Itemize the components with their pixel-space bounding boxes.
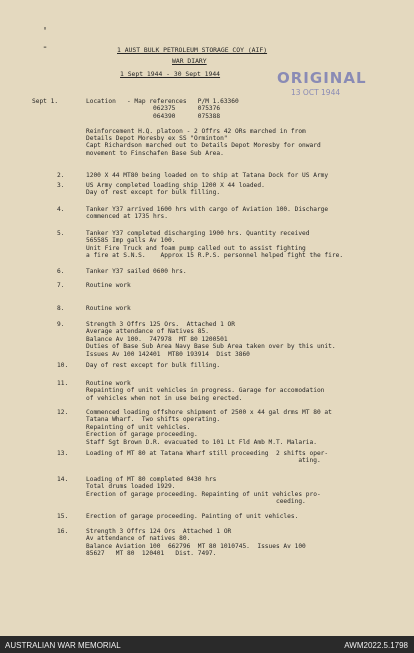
diary-period: 1 Sept 1944 - 30 Sept 1944 — [120, 70, 221, 78]
entry-text-line: Commenced loading offshore shipment of 2500 x 44 gal drms MT 80 at — [86, 409, 332, 416]
entry-text-line: Staff Sgt Brown D.R. evacuated to 101 Lt Fld Amb M.T. Malaria. — [86, 438, 317, 446]
entry-text-line: Repainting of unit vehicles. — [86, 423, 191, 431]
entry-text-line: Average attendance of Natives 85. — [86, 328, 209, 336]
entry-text-line: Total drums loaded 1929. — [86, 483, 176, 491]
entry-text-line: Unit Fire Truck and foam pump called out to assist fighting — [86, 244, 306, 252]
entry-text-line: Tanker Y37 completed discharging 1900 hrs. Quantity received — [86, 230, 310, 237]
entry-date: 3. — [57, 182, 65, 189]
entry-date: 14. — [57, 476, 69, 483]
entry-text-line: Day of rest except for bulk filling. — [86, 362, 221, 369]
entry-date: 8. — [57, 305, 65, 312]
entry-text-line: commenced at 1735 hrs. — [86, 213, 168, 221]
entry-text-line: US Army completed loading ship 1200 X 44 loaded. — [86, 182, 265, 189]
entry-date: 6. — [57, 268, 65, 275]
entry-text-line: 064390 075388 — [86, 112, 221, 120]
entry-text-line: Balance Av 100. 747978 MT 80 1200501 — [86, 335, 228, 343]
entry-text-line: 062375 075376 — [86, 105, 221, 113]
entry-text-line: of vehicles when not in use being erected. — [86, 394, 243, 402]
entry-text-line: Loading of MT 80 at Tatana Wharf still proceeding 2 shifts oper- — [86, 450, 329, 457]
entry-text-line: Av attendance of natives 80. — [86, 535, 191, 543]
entry-text-line: Erection of garage proceeding. Repainting of unit vehicles pro- — [86, 490, 321, 498]
entry-text-line: Tanker Y37 arrived 1600 hrs with cargo of Aviation 100. Discharge — [86, 206, 329, 213]
entry-date: 10. — [57, 362, 69, 369]
ink-dash: - — [42, 42, 49, 53]
entry-text-line: Tanker Y37 sailed 0600 hrs. — [86, 268, 187, 275]
entry-date: 9. — [57, 321, 65, 328]
archive-name: AUSTRALIAN WAR MEMORIAL — [5, 641, 121, 650]
entry-date: Sept 1. — [32, 98, 59, 105]
unit-heading: 1 AUST BULK PETROLEUM STORAGE COY (AIF) — [117, 46, 268, 54]
entry-text-line: Routine work — [86, 282, 131, 289]
entry-text-line: movement to Finschafen Base Sub Area. — [86, 149, 224, 157]
entry-date: 4. — [57, 206, 65, 213]
entry-text-line: Routine work — [86, 305, 131, 312]
entry-text-line: 1200 X 44 MT80 being loaded on to ship at Tatana Dock for US Army — [86, 172, 329, 179]
ink-dot: ' — [42, 26, 49, 37]
entry-text-line: Erection of garage proceeding. — [86, 431, 198, 439]
entry-date: 5. — [57, 230, 65, 237]
catalogue-number: AWM2022.5.1798 — [344, 641, 408, 650]
entry-text-line: Reinforcement H.Q. platoon - 2 Offrs 42 ORs marched in from — [86, 127, 306, 135]
entry-text-line: ating. — [86, 457, 321, 465]
stamp-date: 13 OCT 1944 — [291, 88, 341, 97]
entry-text-line: Details Depot Moresby ex SS "Orminton" — [86, 135, 228, 142]
entry-text-line: Issues Av 100 142401 MT80 193914 Dist 3860 — [86, 350, 250, 358]
entry-text-line: Capt Richardson marched out to Details Depot Moresby for onward — [86, 142, 321, 150]
entry-text-line: Location - Map references P/M 1.63360 — [86, 98, 239, 105]
entry-date: 7. — [57, 282, 65, 289]
original-stamp: ORIGINAL — [277, 69, 367, 87]
entry-text-line: Erection of garage proceeding. Painting of unit vehicles. — [86, 513, 299, 520]
entry-text-line: Day of rest except for bulk filling. — [86, 189, 221, 197]
entry-text-line: Routine work — [86, 380, 131, 387]
entry-text-line: Balance Aviation 100 662796 MT 80 1010745. Issues Av 100 — [86, 542, 306, 550]
entry-text-line: 85627 MT 80 120401 Dist. 7497. — [86, 550, 217, 558]
entry-text-line: Loading of MT 80 completed 0430 hrs — [86, 476, 217, 483]
entry-date: 16. — [57, 528, 69, 535]
footer-bar — [0, 636, 414, 653]
entry-date: 2. — [57, 172, 65, 179]
entry-text-line: 565585 Imp galls Av 100. — [86, 237, 176, 245]
entry-date: 12. — [57, 409, 69, 416]
entry-text-line: a fire at S.N.S. Approx 15 R.P.S. personnel helped fight the fire. — [86, 252, 344, 260]
entry-text-line: Strength 3 Offrs 124 Ors Attached 1 OR — [86, 528, 232, 535]
entry-date: 15. — [57, 513, 69, 520]
entry-date: 13. — [57, 450, 69, 457]
entry-text-line: Tatana Wharf. Two shifts operating. — [86, 416, 221, 424]
entry-text-line: ceeding. — [86, 498, 306, 506]
entry-date: 11. — [57, 380, 69, 387]
entry-text-line: Duties of Base Sub Area Navy Base Sub Area taken over by this unit. — [86, 343, 336, 351]
war-diary-title: WAR DIARY — [172, 57, 207, 65]
entry-text-line: Repainting of unit vehicles in progress. Garage for accomodation — [86, 387, 325, 395]
entry-text-line: Strength 3 Offrs 125 Ors. Attached 1 OR — [86, 321, 236, 328]
